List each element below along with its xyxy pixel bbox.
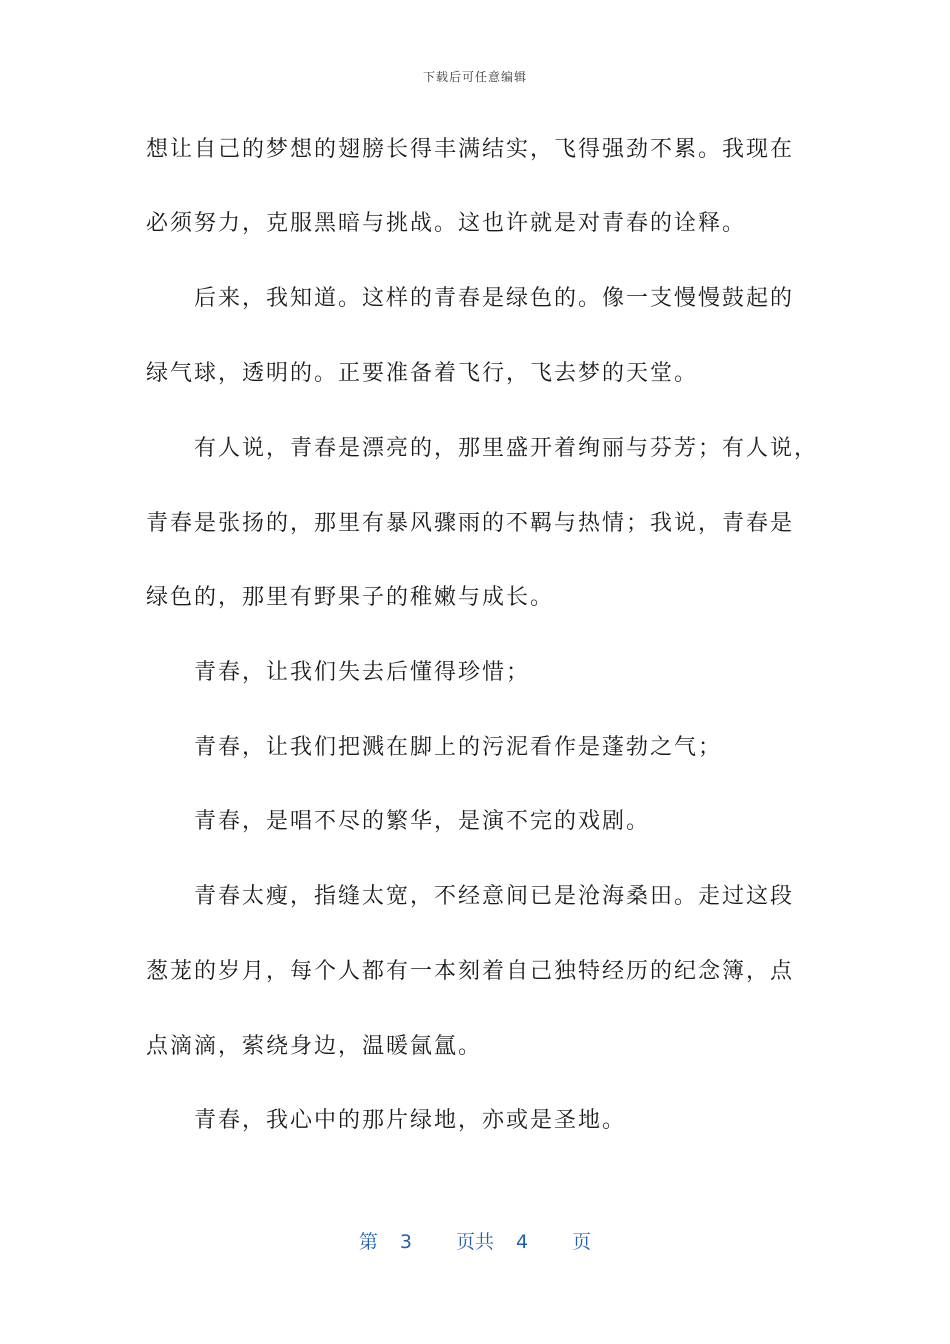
text-line: 绿色的，那里有野果子的稚嫩与成长。 — [146, 585, 555, 610]
footer-suffix: 页 — [572, 1231, 592, 1253]
footer-total-pages: 4 — [516, 1231, 529, 1253]
text-line: 后来，我知道。这样的青春是绿色的。像一支慢慢鼓起的 — [194, 286, 795, 311]
text-line: 必须努力，克服黑暗与挑战。这也许就是对青春的诠释。 — [146, 211, 747, 236]
footer-middle: 页共 — [455, 1231, 494, 1253]
text-line: 青春太瘦，指缝太宽，不经意间已是沧海桑田。走过这段 — [194, 884, 795, 909]
page-number-footer — [0, 1227, 950, 1254]
text-line: 葱茏的岁月，每个人都有一本刻着自己独特经历的纪念簿，点 — [146, 959, 795, 984]
text-line: 青春，我心中的那片绿地，亦或是圣地。 — [194, 1108, 627, 1133]
text-line: 青春是张扬的，那里有暴风骤雨的不羁与热情；我说，青春是 — [146, 511, 795, 536]
text-line: 绿气球，透明的。正要准备着飞行，飞去梦的天堂。 — [146, 361, 699, 386]
text-line: 有人说，青春是漂亮的，那里盛开着绚丽与芬芳；有人说， — [194, 436, 819, 461]
text-line: 青春，让我们把溅在脚上的污泥看作是蓬勃之气； — [194, 735, 723, 760]
text-line: 想让自己的梦想的翅膀长得丰满结实，飞得强劲不累。我现在 — [146, 137, 795, 162]
text-line: 青春，让我们失去后懂得珍惜； — [194, 660, 531, 685]
page-header-note: 下载后可任意编辑 — [422, 70, 527, 84]
text-line: 点滴滴，萦绕身边，温暖氤氲。 — [146, 1034, 483, 1059]
text-line: 青春，是唱不尽的繁华，是演不完的戏剧。 — [194, 809, 651, 834]
footer-current-page: 3 — [399, 1231, 412, 1253]
footer-prefix: 第 — [358, 1231, 378, 1253]
